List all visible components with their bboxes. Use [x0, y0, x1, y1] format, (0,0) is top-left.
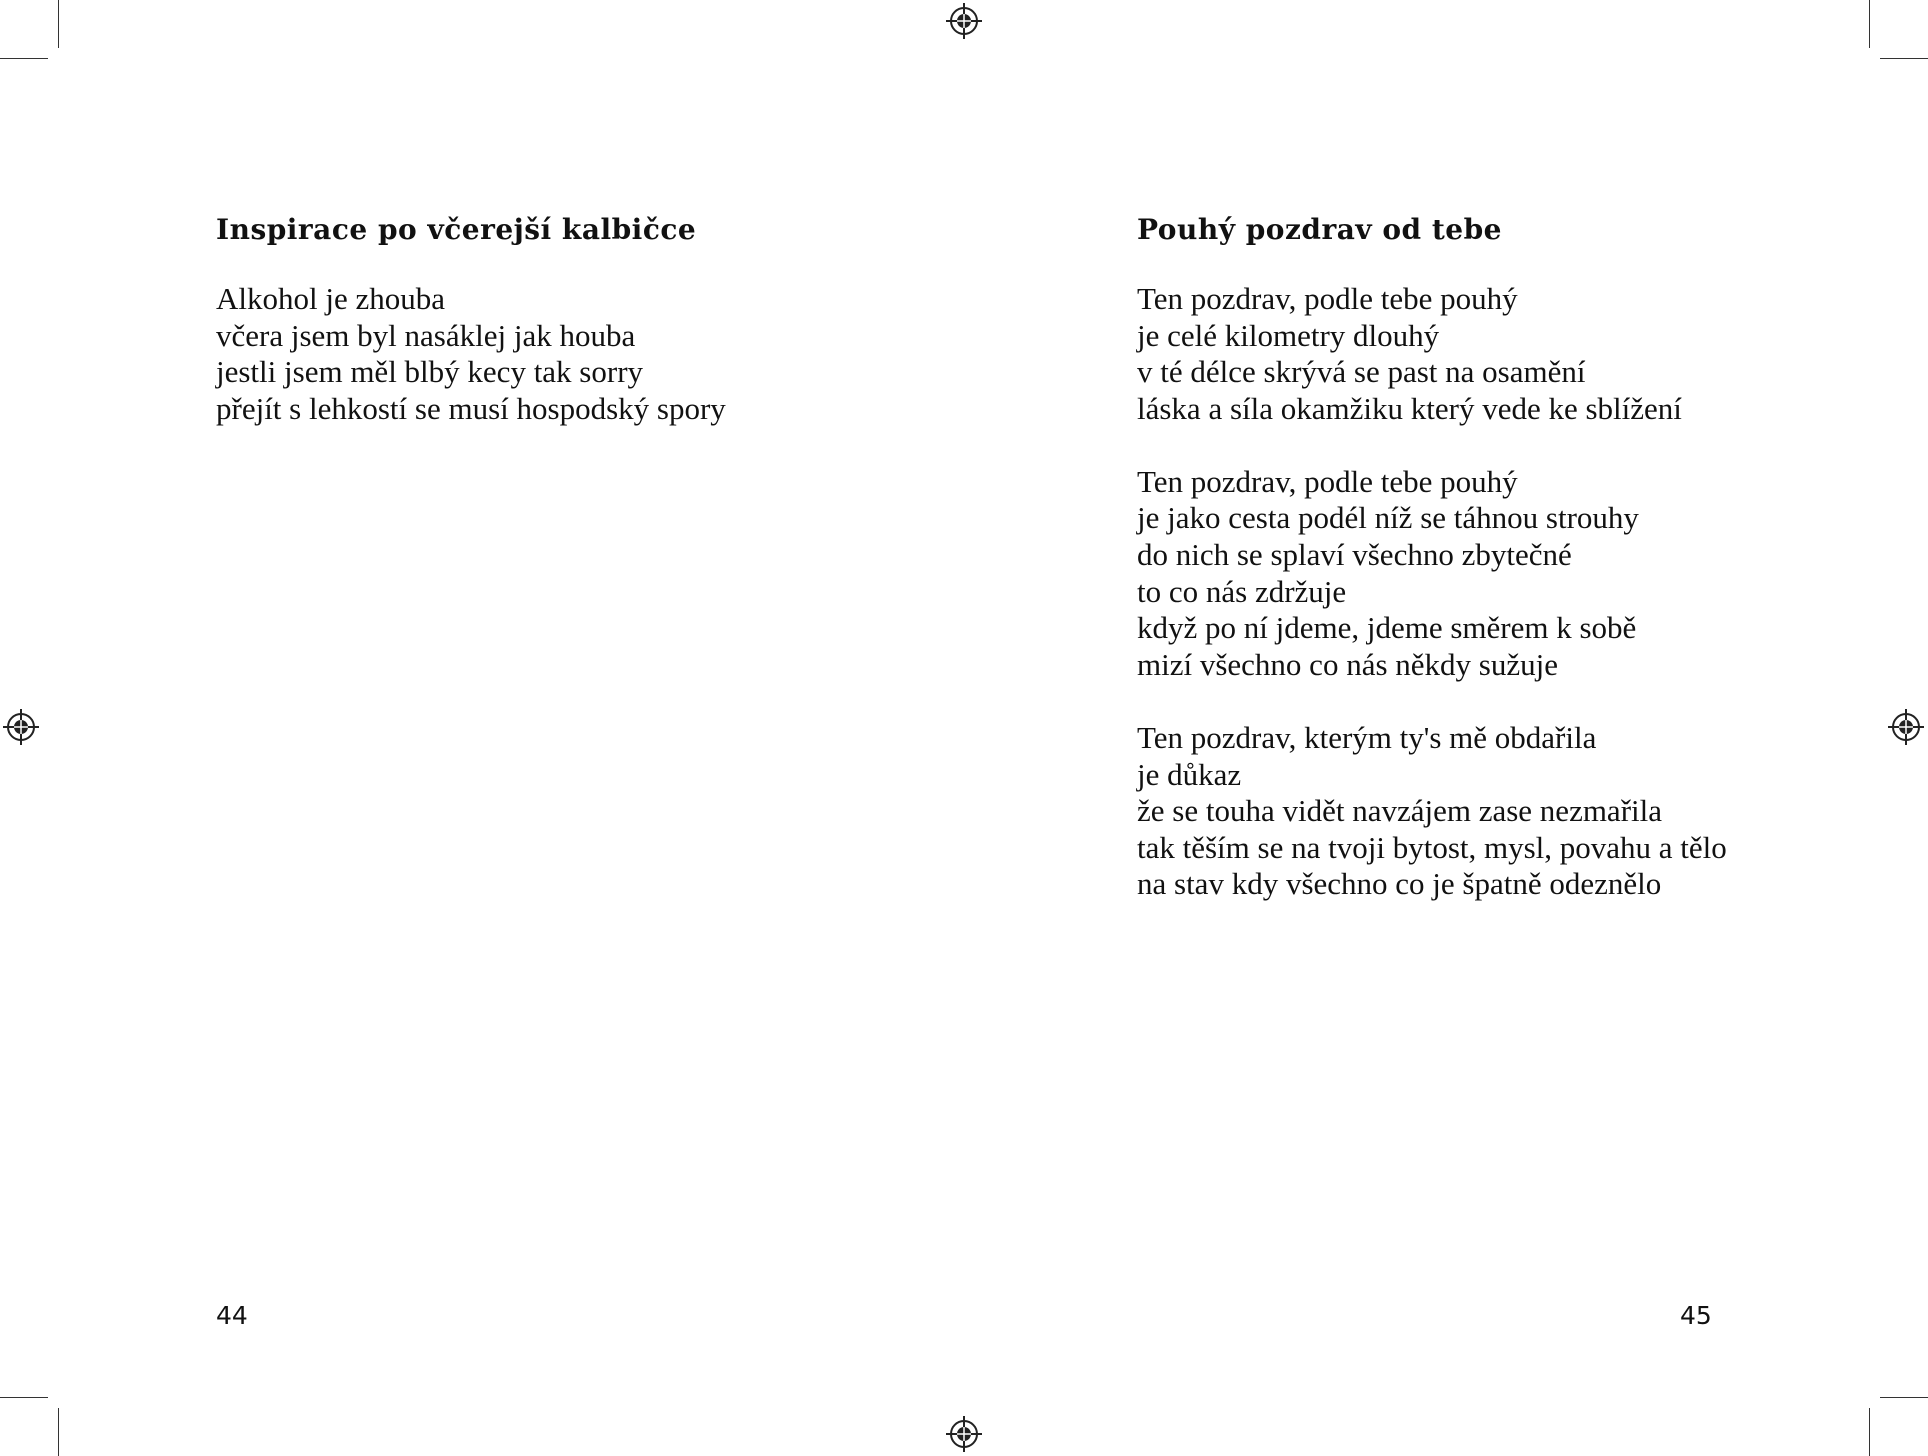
poem-line: Ten pozdrav, podle tebe pouhý [1137, 463, 1518, 499]
crop-mark [1880, 1397, 1928, 1398]
stanza [216, 281, 726, 427]
poem-line: mizí všechno co nás někdy sužuje [1137, 646, 1558, 682]
right-page [964, 0, 1928, 1456]
registration-mark-icon [3, 709, 39, 745]
crop-mark [1869, 1408, 1870, 1456]
poem-line: Ten pozdrav, kterým ty's mě obdařila [1137, 719, 1597, 755]
poem-title: Pouhý pozdrav od tebe [1137, 213, 1502, 246]
poem-line: je jako cesta podél níž se táhnou strouhy [1137, 500, 1639, 536]
poem-line: láska a síla okamžiku který vede ke sblížení [1137, 390, 1682, 426]
poem-line: v té délce skrývá se past na osamění [1137, 354, 1586, 390]
poem-line: to co nás zdržuje [1137, 573, 1347, 609]
crop-mark [58, 1408, 59, 1456]
page-number: 45 [1680, 1301, 1712, 1330]
crop-mark [0, 58, 48, 59]
stanza [1137, 720, 1727, 903]
registration-mark-icon [946, 1416, 982, 1452]
crop-mark [1880, 58, 1928, 59]
poem-line: na stav kdy všechno co je špatně odeznělo [1137, 866, 1662, 902]
poem-line: včera jsem byl nasáklej jak houba [216, 317, 636, 353]
crop-mark [0, 1397, 48, 1398]
poem-line: do nich se splaví všechno zbytečné [1137, 537, 1572, 573]
poem-line: že se touha vidět navzájem zase nezmařila [1137, 793, 1663, 829]
poem-left [216, 208, 726, 464]
poem-right [1137, 208, 1727, 939]
stanza [1137, 281, 1727, 427]
poem-line: jestli jsem měl blbý kecy tak sorry [216, 354, 644, 390]
poem-line: je celé kilometry dlouhý [1137, 317, 1440, 353]
poem-line: tak těším se na tvoji bytost, mysl, povahu a tělo [1137, 829, 1727, 865]
poem-line: je důkaz [1137, 756, 1242, 792]
registration-mark-icon [1888, 709, 1924, 745]
page-number: 44 [216, 1301, 248, 1330]
poem-line: přejít s lehkostí se musí hospodský spory [216, 390, 726, 426]
crop-mark [58, 0, 59, 48]
poem-line: Alkohol je zhouba [216, 281, 446, 316]
registration-mark-icon [946, 3, 982, 39]
stanza [1137, 464, 1727, 684]
poem-title: Inspirace po včerejší kalbičce [216, 213, 697, 246]
crop-mark [1869, 0, 1870, 48]
poem-line: když po ní jdeme, jdeme směrem k sobě [1137, 610, 1637, 646]
poem-line: Ten pozdrav, podle tebe pouhý [1137, 281, 1518, 316]
